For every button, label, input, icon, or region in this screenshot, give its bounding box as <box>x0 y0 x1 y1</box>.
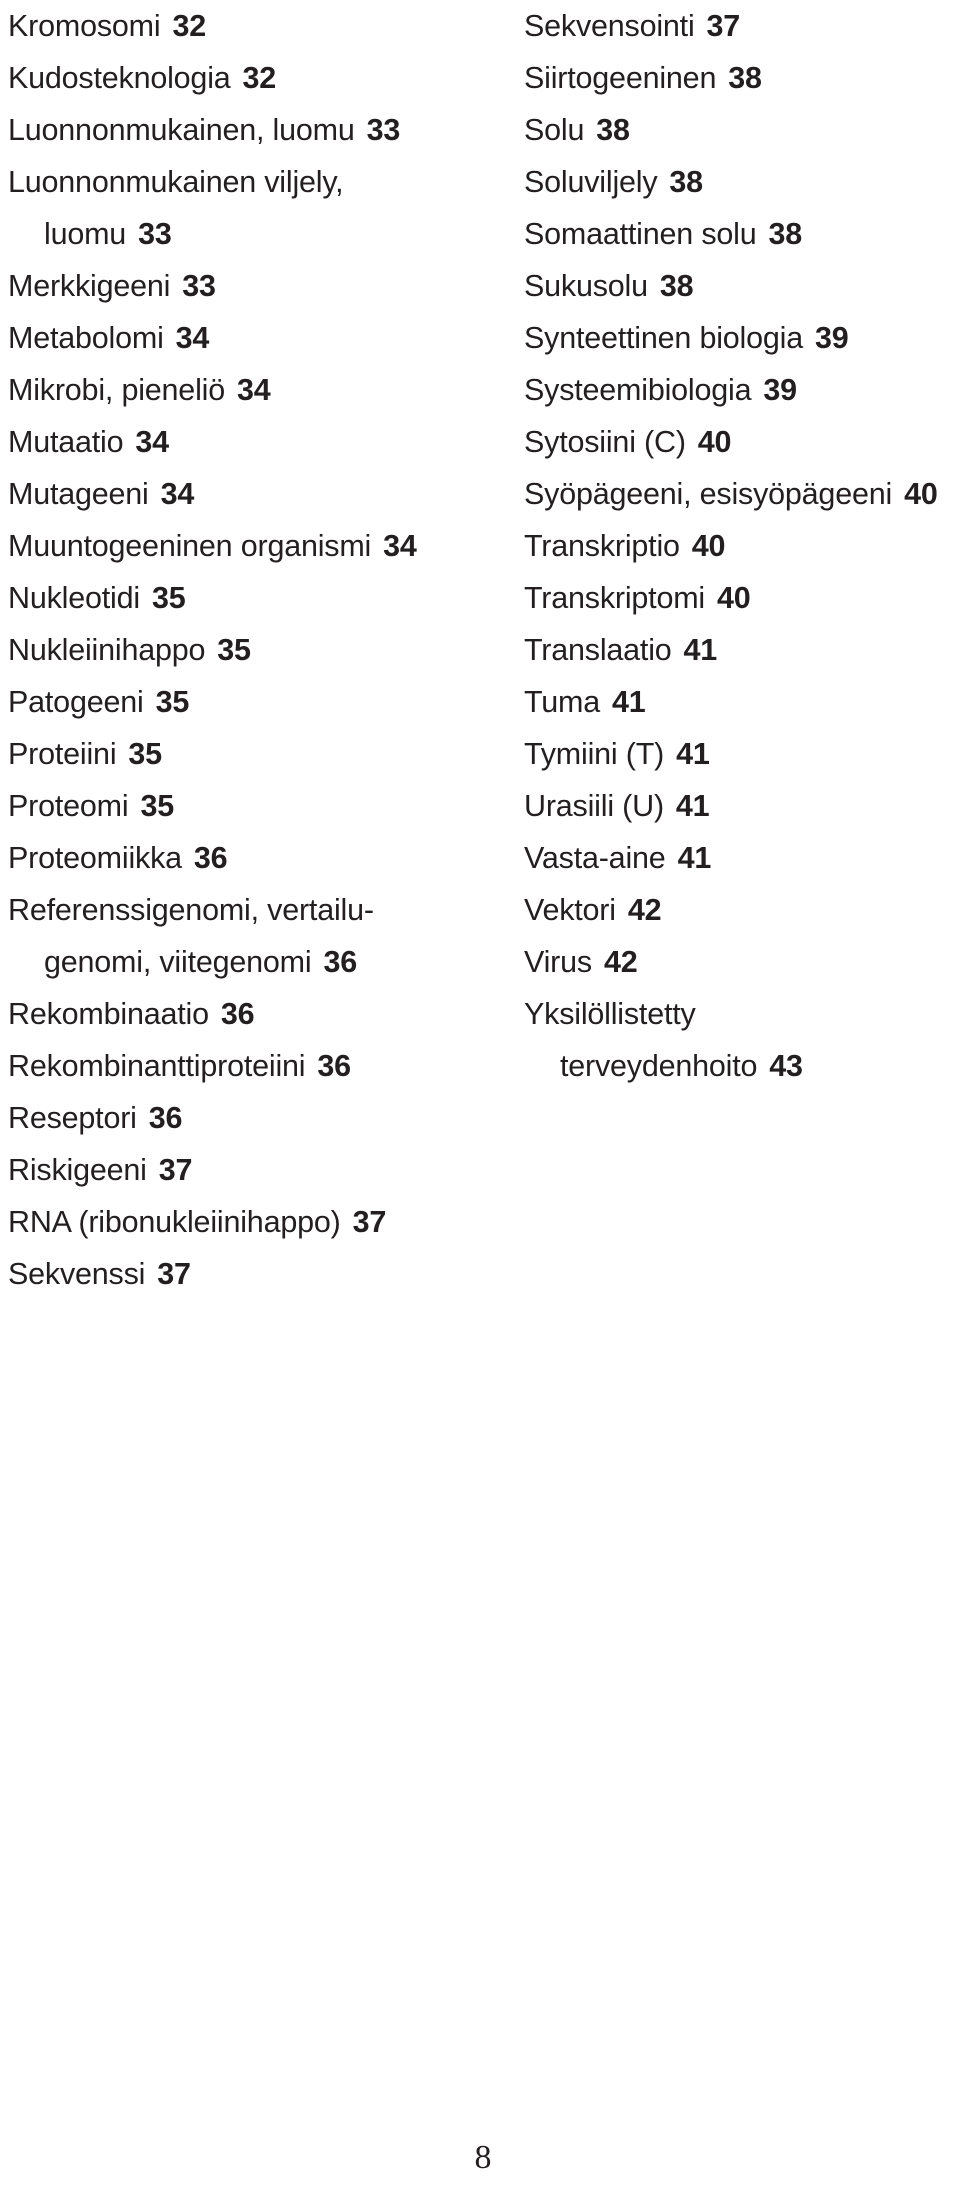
index-page-ref: 34 <box>175 321 210 355</box>
index-entry <box>524 520 960 572</box>
index-term: Solu <box>524 113 585 147</box>
index-page-ref: 39 <box>814 321 849 355</box>
index-term: Riskigeeni <box>8 1153 147 1187</box>
index-term: Luonnonmukainen, luomu <box>8 113 355 147</box>
index-entry <box>8 624 508 676</box>
index-page-ref: 41 <box>675 789 710 823</box>
index-page-ref: 36 <box>220 997 255 1031</box>
index-page-ref: 40 <box>904 477 938 511</box>
index-term: Vasta-aine <box>524 841 666 875</box>
index-term: Somaattinen solu <box>524 217 757 251</box>
index-page-ref: 33 <box>366 113 401 147</box>
index-term: Reseptori <box>8 1101 137 1135</box>
index-entry <box>524 208 960 260</box>
index-page-ref: 40 <box>717 581 751 615</box>
index-term: Referenssigenomi, vertailu- <box>8 893 374 927</box>
index-page-ref: 33 <box>138 217 172 251</box>
index-term: Syöpägeeni, esisyöpägeeni <box>524 477 893 511</box>
index-page-ref: 37 <box>158 1153 193 1187</box>
index-entry <box>8 1196 508 1248</box>
index-term: Kudosteknologia <box>8 61 231 95</box>
index-page-ref: 35 <box>128 737 162 771</box>
index-term: Tuma <box>524 685 601 719</box>
index-entry <box>524 728 960 780</box>
index-page-ref: 34 <box>383 529 417 563</box>
index-page-ref: 34 <box>236 373 271 407</box>
index-term: Urasiili (U) <box>524 789 664 823</box>
index-entry <box>8 572 508 624</box>
index-entry <box>8 52 508 104</box>
index-entry <box>8 1248 508 1300</box>
index-entry <box>8 520 508 572</box>
index-term: Soluviljely <box>524 165 658 199</box>
index-term: Sukusolu <box>524 269 648 303</box>
index-page-ref: 39 <box>763 373 797 407</box>
index-page-ref: 35 <box>151 581 186 615</box>
index-page-ref: 42 <box>603 945 638 979</box>
index-page-ref: 40 <box>697 425 732 459</box>
index-page-ref: 34 <box>135 425 169 459</box>
index-entry <box>524 156 960 208</box>
index-page-ref: 35 <box>217 633 251 667</box>
index-page-ref: 38 <box>768 217 803 251</box>
index-term-continuation-text: terveydenhoito <box>560 1049 758 1083</box>
index-page-ref: 32 <box>242 61 277 95</box>
index-term: Sekvensointi <box>524 9 695 43</box>
index-entry <box>8 1040 508 1092</box>
index-term: Siirtogeeninen <box>524 61 717 95</box>
index-entry <box>8 1144 508 1196</box>
index-entry <box>8 728 508 780</box>
index-entry <box>524 0 960 52</box>
index-entry <box>8 988 508 1040</box>
index-entry <box>8 676 508 728</box>
index-page-ref: 37 <box>157 1257 191 1291</box>
index-term: Mikrobi, pieneliö <box>8 373 225 407</box>
index-entry <box>524 884 960 936</box>
index-entry <box>524 260 960 312</box>
index-entry <box>8 468 508 520</box>
index-entry <box>524 468 960 520</box>
index-term: Nukleotidi <box>8 581 140 615</box>
index-entry <box>8 104 508 156</box>
index-entry <box>8 832 508 884</box>
index-entry <box>8 1092 508 1144</box>
index-term: Vektori <box>524 893 616 927</box>
index-term: Merkkigeeni <box>8 269 171 303</box>
index-term: Proteomiikka <box>8 841 182 875</box>
index-entry <box>524 312 960 364</box>
index-entry <box>524 676 960 728</box>
index-page-ref: 42 <box>627 893 662 927</box>
index-term: Proteiini <box>8 737 117 771</box>
index-term: Luonnonmukainen viljely, <box>8 165 344 199</box>
index-entry <box>8 416 508 468</box>
index-entry <box>8 260 508 312</box>
index-entry <box>524 416 960 468</box>
index-entry <box>8 364 508 416</box>
index-page-ref: 37 <box>352 1205 387 1239</box>
index-term: Sekvenssi <box>8 1257 146 1291</box>
index-term-continuation <box>8 936 508 988</box>
index-entry <box>524 624 960 676</box>
index-page-ref: 36 <box>317 1049 351 1083</box>
index-term: Synteettinen biologia <box>524 321 803 355</box>
index-page-ref: 43 <box>769 1049 803 1083</box>
page-number: 8 <box>474 2139 492 2176</box>
index-page-ref: 38 <box>669 165 703 199</box>
index-page-ref: 41 <box>676 737 710 771</box>
index-term: Kromosomi <box>8 9 161 43</box>
index-term-continuation-text: genomi, viitegenomi <box>44 945 312 979</box>
index-page-ref: 36 <box>148 1101 183 1135</box>
index-page-ref: 38 <box>659 269 694 303</box>
index-page-ref: 33 <box>182 269 216 303</box>
index-entry <box>524 364 960 416</box>
index-entry <box>524 52 960 104</box>
index-term: Systeemibiologia <box>524 373 752 407</box>
index-entry <box>8 156 508 260</box>
index-page-ref: 38 <box>728 61 762 95</box>
index-entry <box>524 988 960 1092</box>
index-entry <box>524 780 960 832</box>
index-entry <box>8 884 508 988</box>
index-term: RNA (ribonukleiinihappo) <box>8 1205 341 1239</box>
index-term-continuation <box>524 1040 960 1092</box>
index-term: Transkriptio <box>524 529 680 563</box>
index-term: Muuntogeeninen organismi <box>8 529 372 563</box>
index-page-ref: 35 <box>140 789 174 823</box>
index-column-right <box>524 0 960 1092</box>
index-term: Nukleiinihappo <box>8 633 206 667</box>
index-page-ref: 38 <box>596 113 630 147</box>
index-page-ref: 37 <box>706 9 741 43</box>
index-term: Yksilöllistetty <box>524 997 696 1031</box>
index-term-continuation-text: luomu <box>44 217 127 251</box>
index-entry <box>8 0 508 52</box>
index-entry <box>8 780 508 832</box>
index-term: Transkriptomi <box>524 581 705 615</box>
index-page-ref: 32 <box>172 9 206 43</box>
index-term: Mutageeni <box>8 477 149 511</box>
index-term: Sytosiini (C) <box>524 425 686 459</box>
index-term: Tymiini (T) <box>524 737 665 771</box>
index-page-ref: 41 <box>612 685 646 719</box>
index-entry <box>524 572 960 624</box>
index-page-ref: 36 <box>323 945 357 979</box>
index-term: Proteomi <box>8 789 129 823</box>
index-term: Metabolomi <box>8 321 164 355</box>
index-page-ref: 35 <box>155 685 190 719</box>
index-term: Rekombinanttiproteiini <box>8 1049 306 1083</box>
index-page-ref: 34 <box>160 477 195 511</box>
index-entry <box>524 104 960 156</box>
index-term: Virus <box>524 945 592 979</box>
index-entry <box>524 936 960 988</box>
index-page-ref: 36 <box>193 841 228 875</box>
index-term: Rekombinaatio <box>8 997 209 1031</box>
index-term: Translaatio <box>524 633 672 667</box>
index-column-left <box>8 0 508 1300</box>
index-entry <box>524 832 960 884</box>
index-page-ref: 41 <box>683 633 718 667</box>
index-entry <box>8 312 508 364</box>
index-page-ref: 40 <box>691 529 726 563</box>
index-page-ref: 41 <box>677 841 712 875</box>
index-term-continuation <box>8 208 508 260</box>
index-term: Patogeeni <box>8 685 144 719</box>
index-term: Mutaatio <box>8 425 124 459</box>
